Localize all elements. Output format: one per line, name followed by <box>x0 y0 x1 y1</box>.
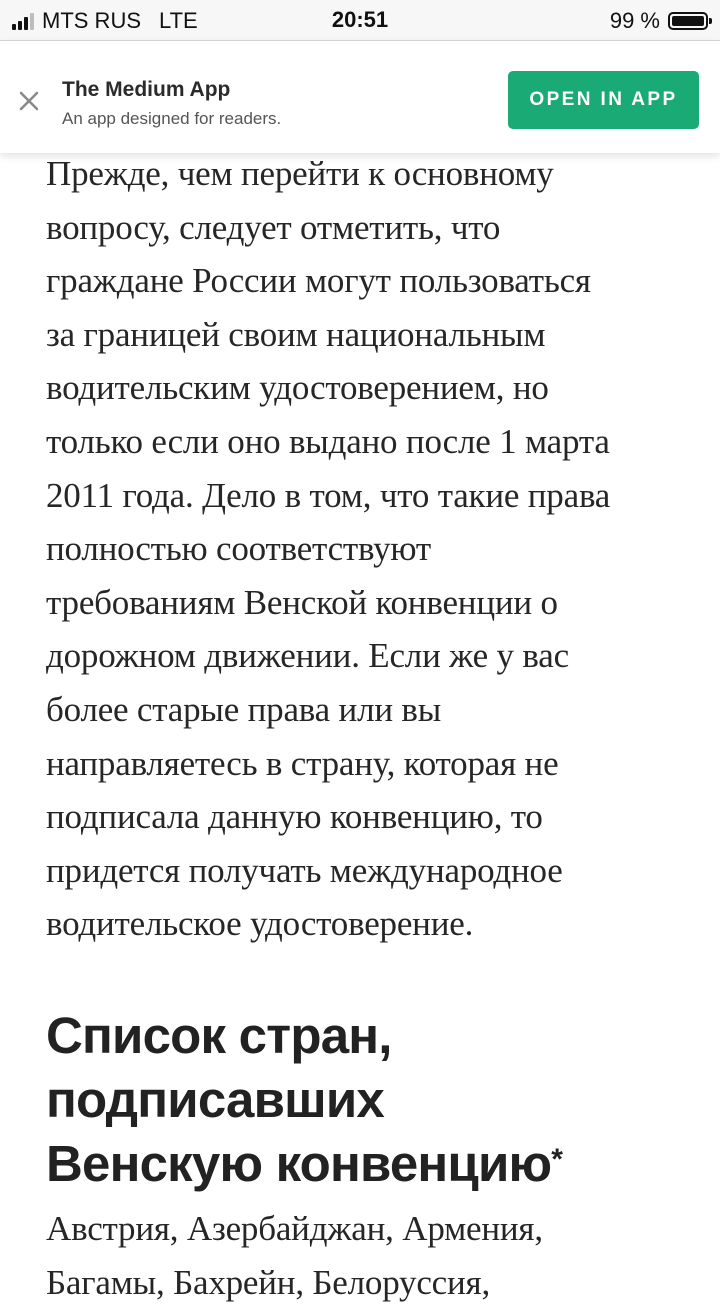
paragraph-line: водительское удостоверение. <box>46 904 474 944</box>
country-list-paragraph <box>46 1202 543 1309</box>
paragraph-line: требованиям Венской конвенции о <box>46 582 558 622</box>
article-paragraph <box>46 147 686 951</box>
paragraph-line: полностью соответствуют <box>46 529 432 569</box>
status-bar <box>0 0 720 41</box>
paragraph-line: водительским удостоверением, но <box>46 368 549 408</box>
heading-line: Венскую конвенцию <box>46 1135 552 1192</box>
app-install-banner <box>0 41 720 153</box>
footnote-marker: * <box>551 1143 563 1176</box>
battery-cap <box>709 18 712 24</box>
status-time: 20:51 <box>331 7 389 32</box>
close-icon[interactable] <box>16 88 42 114</box>
battery-percent: 99 % <box>609 8 660 33</box>
banner-title: The Medium App <box>62 78 231 101</box>
heading-line: подписавших <box>46 1071 384 1128</box>
network-type: LTE <box>159 8 198 33</box>
paragraph-line: за границей своим национальным <box>46 314 546 354</box>
paragraph-line: Прежде, чем перейти к основному <box>46 154 554 193</box>
section-heading <box>46 1004 562 1196</box>
open-in-app-button[interactable]: OPEN IN APP <box>508 71 699 129</box>
paragraph-line: подписала данную конвенцию, то <box>46 797 543 837</box>
paragraph-line: вопросу, следует отметить, что <box>46 207 501 247</box>
article-body <box>46 147 686 1302</box>
battery-icon <box>668 12 708 30</box>
heading-line-with-marker <box>46 1132 562 1196</box>
battery-fill <box>672 16 704 26</box>
list-line: Багамы, Бахрейн, Белоруссия, <box>46 1262 490 1302</box>
list-line: Австрия, Азербайджан, Армения, <box>46 1209 543 1248</box>
paragraph-line: только если оно выдано после 1 марта <box>46 421 610 461</box>
carrier-name: MTS RUS <box>42 8 141 33</box>
status-right <box>610 8 708 34</box>
paragraph-line: граждане России могут пользоваться <box>46 261 591 301</box>
paragraph-line: 2011 года. Дело в том, что такие права <box>46 475 611 515</box>
paragraph-line: направляетесь в страну, которая не <box>46 743 559 783</box>
heading-line: Список стран, <box>46 1007 392 1064</box>
banner-subtitle: An app designed for readers. <box>62 109 282 128</box>
paragraph-line: придется получать международное <box>46 850 563 890</box>
paragraph-line: более старые права или вы <box>46 689 442 729</box>
paragraph-line: дорожном движении. Если же у вас <box>46 636 569 676</box>
